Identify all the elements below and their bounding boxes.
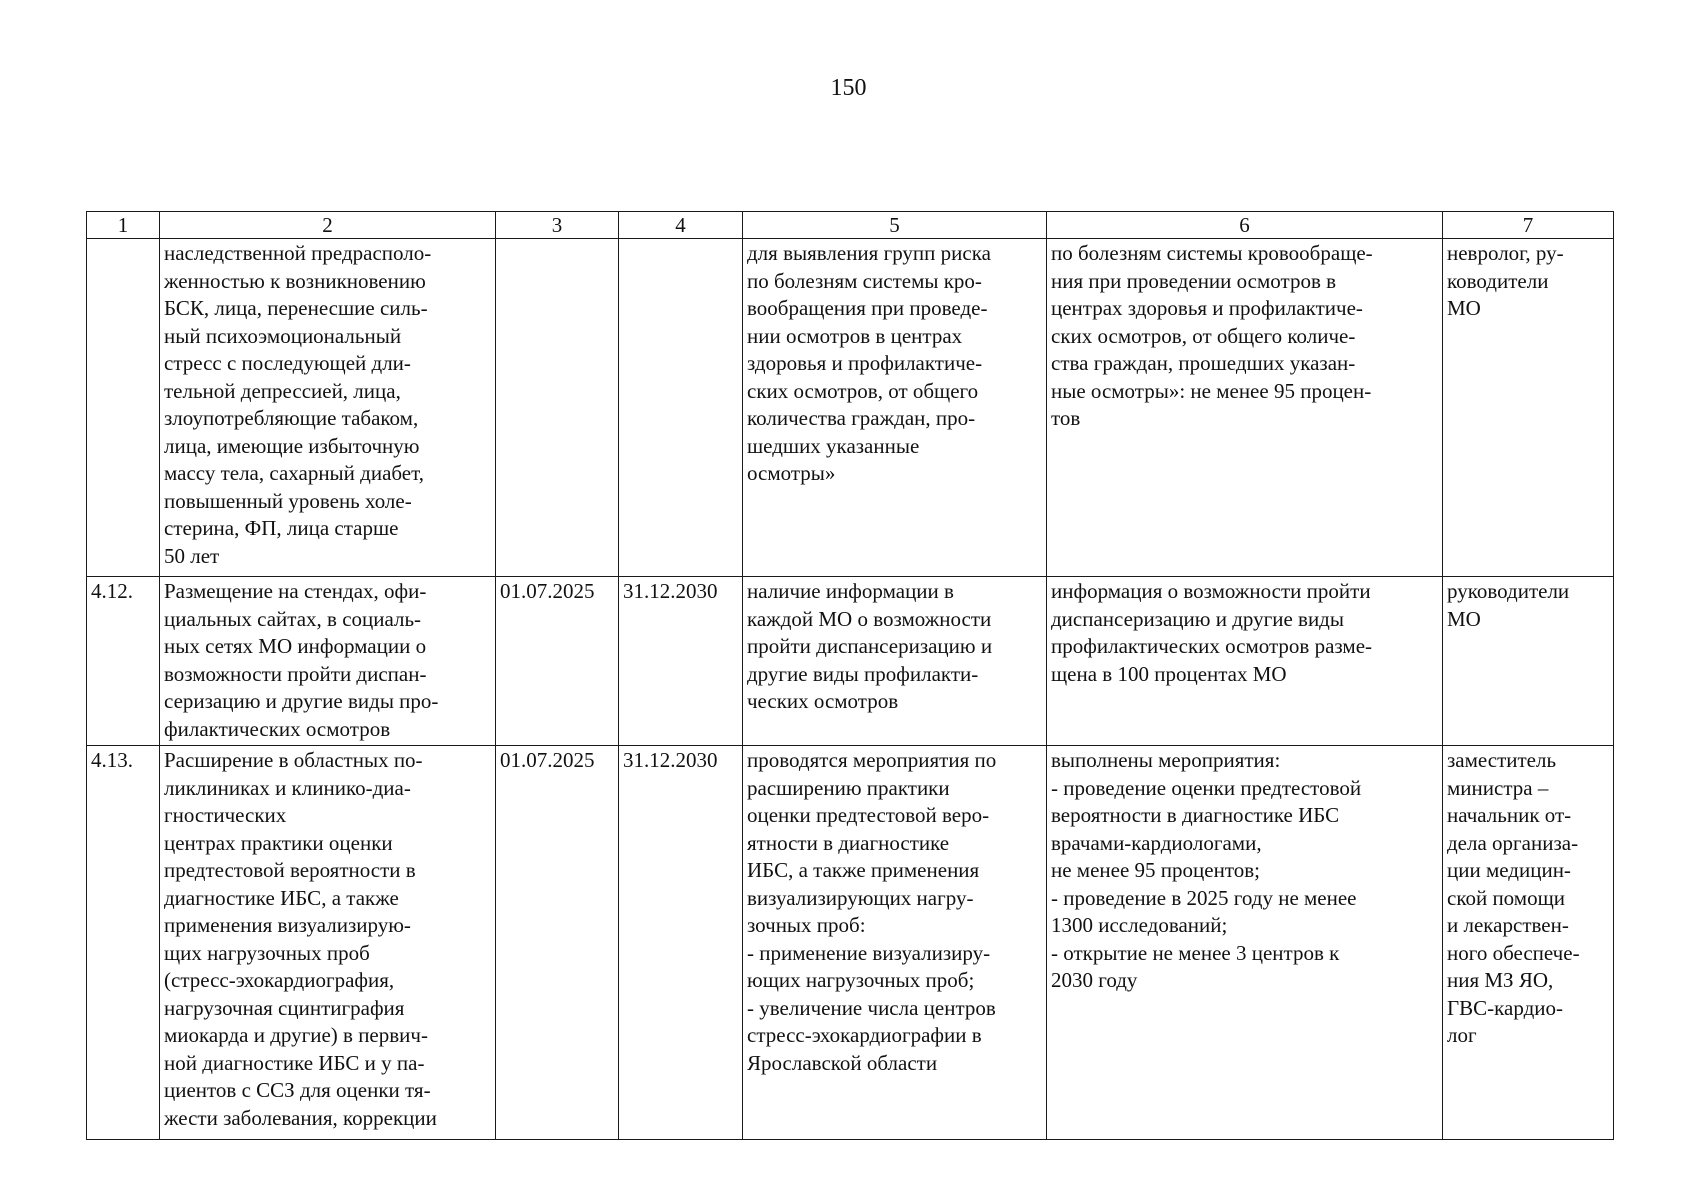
column-header-6: 6 [1047, 212, 1443, 239]
column-header-3: 3 [496, 212, 619, 239]
column-header-4: 4 [619, 212, 743, 239]
column-header-1: 1 [87, 212, 160, 239]
table-row [87, 746, 1614, 1140]
measure-description: Расширение в областных по- ликлиниках и клинико-диа- гностических центрах практики оценки предтестовой вероятности в диагностике ИБС, а также применения визуализирую- щих нагрузочных проб (стресс-эхокардиография, нагрузочная сцинтиграфия миокарда и другие) в первич- ной диагностике ИБС и у па- циентов с ССЗ для оценки тя- жести заболевания, коррекции [160, 746, 496, 1140]
indicator-text: наличие информации в каждой МО о возможности пройти диспансеризацию и другие виды профилакти- ческих осмотров [743, 577, 1047, 746]
indicator-text: для выявления групп риска по болезням системы кро- вообращения при проведе- нии осмотров в центрах здоровья и профилактиче- ских осмотров, от общего количества граждан, про- шедших указанные осмотры» [743, 239, 1047, 577]
responsible-text: невролог, ру- ководители МО [1443, 239, 1614, 577]
result-text: информация о возможности пройти диспансеризацию и другие виды профилактических осмотров разме- щена в 100 процентах МО [1047, 577, 1443, 746]
row-number [87, 239, 160, 577]
measure-description: Размещение на стендах, офи- циальных сайтах, в социаль- ных сетях МО информации о возможности пройти диспан- серизацию и другие виды про- филактических осмотров [160, 577, 496, 746]
page-number: 150 [830, 75, 867, 101]
table-row [87, 577, 1614, 746]
start-date [496, 239, 619, 577]
column-header-2: 2 [160, 212, 496, 239]
indicator-text: проводятся мероприятия по расширению практики оценки предтестовой веро- ятности в диагностике ИБС, а также применения визуализирующих нагру- зочных проб: - применение визуализиру- ющих нагрузочных проб; - увеличение числа центров стресс-эхокардиографии в Ярославской области [743, 746, 1047, 1140]
end-date: 31.12.2030 [619, 746, 743, 1140]
row-number: 4.12. [87, 577, 160, 746]
header-row [87, 212, 1614, 239]
responsible-text: руководители МО [1443, 577, 1614, 746]
column-header-7: 7 [1443, 212, 1614, 239]
start-date: 01.07.2025 [496, 577, 619, 746]
result-text: по болезням системы кровообраще- ния при проведении осмотров в центрах здоровья и профилактиче- ских осмотров, от общего количе- ства граждан, прошедших указан- ные осмотры»: не менее 95 процен- тов [1047, 239, 1443, 577]
measures-table [86, 211, 1614, 1140]
end-date: 31.12.2030 [619, 577, 743, 746]
responsible-text: заместитель министра – начальник от- дела организа- ции медицин- ской помощи и лекарствен- ного обеспече- ния МЗ ЯО, ГВС-кардио- лог [1443, 746, 1614, 1140]
row-number: 4.13. [87, 746, 160, 1140]
start-date: 01.07.2025 [496, 746, 619, 1140]
column-header-5: 5 [743, 212, 1047, 239]
measure-description: наследственной предрасполо- женностью к возникновению БСК, лица, перенесшие силь- ный психоэмоциональный стресс с последующей дли- тельной депрессией, лица, злоупотребляющие табаком, лица, имеющие избыточную массу тела, сахарный диабет, повышенный уровень холе- стерина, ФП, лица старше 50 лет [160, 239, 496, 577]
result-text: выполнены мероприятия: - проведение оценки предтестовой вероятности в диагностике ИБС врачами-кардиологами, не менее 95 процентов; - проведение в 2025 году не менее 1300 исследований; - открытие не менее 3 центров к 2030 году [1047, 746, 1443, 1140]
end-date [619, 239, 743, 577]
table-row [87, 239, 1614, 577]
